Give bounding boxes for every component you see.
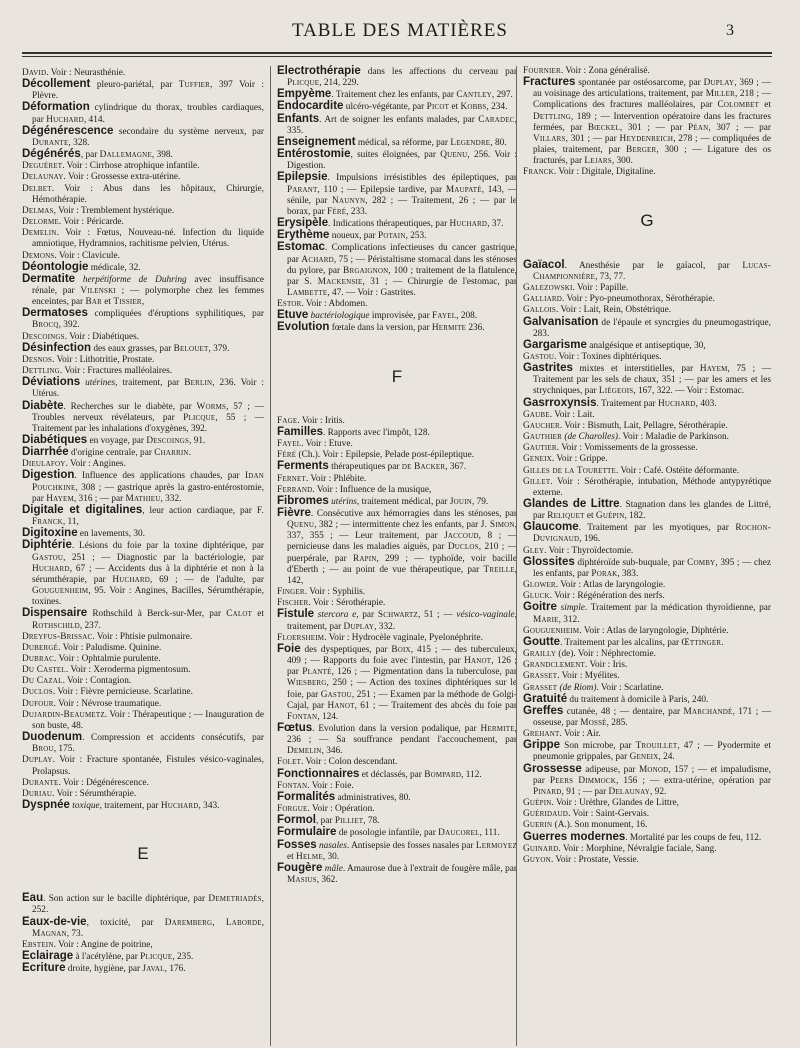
index-entry: Du Cazal. Voir : Contagion. <box>22 676 132 687</box>
index-entry: Eau. Son action sur le bacille diphtérique, par Demetriadès, 252. <box>22 892 264 916</box>
index-entry: Déformation cylindrique du thorax, troubles cardiaques, par Huchard, 414. <box>22 101 264 125</box>
index-entry: Fournier. Voir : Zona généralisé. <box>523 66 650 76</box>
index-entry: Deguéret. Voir : Cirrhose atrophique infantile. <box>22 161 200 172</box>
index-entry: Digitale et digitalines, leur action cardiaque, par F. Franck, 11, <box>22 503 264 528</box>
index-entry: Fonctionnaires et déclassés, par Bompard, 112. <box>277 767 482 780</box>
index-entry: Déontologie médicale, 32. <box>22 260 141 273</box>
index-entry: Grasset (de Riom). Voir : Scarlatine. <box>523 682 664 693</box>
index-entry: Gillet. Voir : Sérothérapie, intubation, Méthode antypyrétique externe. <box>523 476 771 498</box>
index-entry: Dispensaire Rothschild à Berck-sur-Mer, par Calot et Rothschild, 237. <box>22 607 264 631</box>
index-entry: Erysipèle. Indications thérapeutiques, par Huchard, 37. <box>277 217 504 230</box>
index-entry: Demons. Voir : Clavicule. <box>22 250 120 261</box>
index-entry: Evolution fœtale dans la version, par Hermite 236. <box>277 321 485 334</box>
index-entry: Dujardin-Beaumetz. Voir : Thérapeutique ; — Inauguration de son buste, 48. <box>22 709 264 731</box>
index-entry: Gastrites mixtes et interstitielles, par Hayem, 75 ; — Traitement par les sels de chaux, 351 ; — par les amers et les strychniques, par Liégeois, 167, 322. — Voir : Estomac. <box>523 362 771 397</box>
index-entry: Glossites diphtéroïde sub-buquale, par Comby, 395 ; — chez les enfants, par Porak, 383. <box>523 555 771 579</box>
index-entry: Du Castel. Voir : Xeroderma pigmentosum. <box>22 665 191 676</box>
index-entry: Descoings. Voir : Diabétiques. <box>22 331 140 342</box>
index-entry: Grandclement. Voir : Iris. <box>523 660 628 671</box>
index-entry: David. Voir : Neurasthénie. <box>22 68 126 78</box>
index-entry: Déviations utérines, traitement, par Berlin, 236. Voir : Utérus. <box>22 376 265 400</box>
index-entry: Gasrroxynsis. Traitement par Huchard, 403. <box>523 396 717 409</box>
index-entry: Fischer. Voir : Sérothérapie. <box>277 598 386 609</box>
index-entry: Ecriture droite, hygiène, par Javal, 176. <box>22 962 186 975</box>
index-entry: Glower. Voir : Atlas de laryngologie. <box>523 580 666 591</box>
index-entry: Guinard. Voir : Morphine, Névralgie faciale, Sang. <box>523 843 717 854</box>
index-entry: Endocardite ulcéro-végétante, par Picot et Kobbs, 234. <box>277 100 508 113</box>
index-entry: Fontan. Voir : Foie. <box>277 780 354 791</box>
index-entry: Foie des dyspeptiques, par Boix, 415 ; — des tuberculeux, 409 ; — Rapports du foie avec l'intestin, par Hanot, 126 ; par Planté, 126 ; — Pigmentation dans la tuberculose, par Wiesberg, 250 ; — Action des toxines diphtériques sur le foie, par Gastou, 251 ; — Examen par la méthode de Golgi-Cajal, par Hanot, 61 ; — Traitement des abcès du foie par Fontan, 124. <box>277 642 518 722</box>
index-entry: Dégénérés, par Dallemagne, 398. <box>22 148 173 161</box>
index-entry: Ebstein. Voir : Angine de poitrine, <box>22 939 153 950</box>
index-entry: Fistule stercora e, par Schwartz, 51 ; — vésico-vaginale, traitement, par Duplay, 332. <box>277 608 517 632</box>
index-entry: Dufour. Voir : Névrose traumatique. <box>22 698 162 709</box>
index-entry: Désinfection des eaux grasses, par Belouet, 379. <box>22 341 230 354</box>
index-entry: Duclos. Voir : Fièvre pernicieuse. Scarlatine. <box>22 687 193 698</box>
page-header <box>0 0 800 56</box>
index-entry: Diarrhée d'origine centrale, par Charrin. <box>22 446 192 459</box>
index-entry: Formol, par Pilliet, 78. <box>277 814 380 827</box>
index-entry: Gley. Voir : Thyroïdectomie. <box>523 545 634 556</box>
index-entry: Guépin. Voir : Urèthre, Glandes de Littre, <box>523 798 679 809</box>
index-entry: Galezowski. Voir : Papille. <box>523 283 629 294</box>
index-entry: Goitre simple. Traitement par la médication thyroïdienne, par Marie, 312. <box>523 601 771 625</box>
index-entry: Entérostomie, suites éloignées, par Quenu, 256. Voir : Digestion. <box>277 148 517 172</box>
index-entry: Gluck. Voir : Régénération des nerfs. <box>523 591 665 602</box>
index-entry: Fièvre. Consécutive aux hémorragies dans les sténoses, par Quenu, 382 ; — intermittente chez les enfants, par J. Simon, 337, 355 ; — Leur traitement, par Jaccoud, 8 ; — pernicieuse dans les maladies aiguës, par Duclos, 210 ; — puerpérale, par Rapin, 299 ; — typhoïde, voir bacille d'Eberth ; — au point de vue thérapeutique, par Treille, 142, <box>277 507 518 586</box>
index-entry: Delmas, Voir : Tremblement hystérique. <box>22 205 175 216</box>
index-entry: Delbet. Voir : Abus dans les hôpitaux, Chirurgie, Hémothérapie. <box>22 183 264 205</box>
index-entry: Dégénérescence secondaire du système nerveux, par Durante, 328. <box>22 124 264 148</box>
index-entry: Finger. Voir : Syphilis. <box>277 587 366 598</box>
index-entry: Diphtérie. Lésions du foie par la toxine diphtérique, par Gastou, 251 ; — Diagnostic par la bactériologie, par Huchard, 67 ; — Accidents dus à la diphtérie et non à la sérumthérapie, par Huchard, 69 ; — de l'adulte, par Gouguenheim, 95. Voir : Angines, Bacilles, Sérumthérapie, toxines. <box>22 539 264 608</box>
index-entry: Galliard. Voir : Pyo-pneumothorax, Sérothérapie. <box>523 294 715 305</box>
section-letter: E <box>137 844 149 864</box>
index-entry: Enfants. Art de soigner les enfants malades, par Caradec, 335. <box>277 112 517 136</box>
index-entry: Delaunay. Voir : Grossesse extra-utérine. <box>22 172 181 183</box>
index-entry: Empyème. Traitement chez les enfants, par Cantley, 297. <box>277 88 513 101</box>
index-entry: Gallois. Voir : Lait, Rein, Obstétrique. <box>523 305 672 316</box>
page-number: 3 <box>726 22 734 39</box>
index-entry: Gaube. Voir : Lait. <box>523 409 595 420</box>
index-entry: Enseignement médical, sa réforme, par Legendre, 80. <box>277 135 507 148</box>
index-entry: Gargarisme analgésique et antiseptique, 30, <box>523 338 706 351</box>
index-entry: Diabète. Recherches sur le diabète, par Worms, 57 ; — Troubles nerveux révélateurs, par Plicque, 55 ; — Traitement par les inhalations d'oxygènes, 392. <box>22 399 264 434</box>
index-entry: Diabétiques en voyage, par Descoings, 91. <box>22 434 206 446</box>
index-entry: Geneix. Voir : Grippe. <box>523 454 608 465</box>
index-entry: Digestion. Influence des applications chaudes, par Idan Pouchkine, 308 ; — gastrique après la gastro-entérostomie, par Hayem, 316 ; — par Mathieu, 332. <box>22 469 264 504</box>
index-entry: Franck. Voir : Digitale, Digitaline. <box>523 167 656 178</box>
index-entry: Grasset. Voir : Myélites. <box>523 671 620 682</box>
index-entry: Forgue. Voir : Opération. <box>277 804 375 815</box>
index-entry: Durante. Voir : Dégénérescence. <box>22 777 149 788</box>
header-rule <box>22 52 772 54</box>
index-entry: Eclairage à l'acétylène, par Plicque, 235. <box>22 950 194 963</box>
index-entry: Fœtus. Evolution dans la version podalique, par Hermite, 236 ; — Sa souffrance pendant l'accouchement, par Demelin, 346. <box>277 721 517 757</box>
index-entry: Dermatite herpétiforme de Duhring avec insuffisance rénale, par Vilenski ; — polymorphe chez les femmes enceintes, par Bar et Tissier, <box>22 272 264 308</box>
header-rule-thin <box>22 56 772 57</box>
index-entry: Eaux-de-vie, toxicité, par Daremberg, Laborde, Magnan, 73. <box>22 915 265 939</box>
index-entry: Formalités administratives, 80. <box>277 790 411 803</box>
index-entry: Gouguenheim. Voir : Atlas de laryngologie, Diphtérie. <box>523 625 729 636</box>
index-entry: Ferments thérapeutiques par de Backer, 367. <box>277 460 467 473</box>
index-entry: Greffes cutanée, 48 ; — dentaire, par Marchandé, 171 ; — osseuse, par Mossé, 285. <box>523 704 771 728</box>
index-entry: Galvanisation de l'épaule et syncrgies du pneumogastrique, 283. <box>523 315 771 339</box>
index-entry: Dyspnée toxique, traitement, par Huchard, 343. <box>22 799 220 811</box>
index-entry: Fougère mâle. Amaurose due à l'extrait de fougère mâle, par Masius, 362. <box>277 861 517 885</box>
index-entry: Duriau. Voir : Sérumthérapie. <box>22 788 137 799</box>
index-entry: Guyon. Voir : Prostate, Vessie. <box>523 854 640 865</box>
index-entry: Guerin (A.). Son monument, 16. <box>523 820 648 831</box>
index-entry: Grippe Son microbe, par Trouillet, 47 ; — Pyodermite et pneumonie grippales, par Geneix, 24. <box>523 739 772 763</box>
index-entry: Gratuité du traitement à domicile à Paris, 240. <box>523 692 709 705</box>
index-entry: Gaucher. Voir : Bismuth, Lait, Pellagre, Sérothérapie. <box>523 420 728 431</box>
index-entry: Fibromes utérins, traitement médical, par Jouin, 79. <box>277 494 489 507</box>
index-entry: Glandes de Littre. Stagnation dans les glandes de Littré, par Reliquet et Guépin, 182. <box>523 498 771 522</box>
index-entry: Duplay. Voir : Fracture spontanée, Fistules vésico-vaginales, Prolapsus. <box>22 755 264 777</box>
index-entry: Fernet. Voir : Phlébite. <box>277 473 367 484</box>
index-entry: Gastou. Voir : Toxines diphtériques. <box>523 351 662 362</box>
index-entry: Floersheim. Voir : Hydrocèle vaginale, Pyelonéphrite. <box>277 632 483 643</box>
index-entry: Décollement pleuro-pariétal, par Tuffier, 397 Voir : Plèvre. <box>22 78 265 102</box>
index-entry: Gauthier (de Charolles). Voir : Maladie de Parkinson. <box>523 432 729 443</box>
index-entry: Electrothérapie dans les affections du cerveau par Plicque, 214, 229. <box>277 65 517 89</box>
index-entry: Duodenum. Compression et accidents consécutifs, par Brou, 175. <box>22 731 264 755</box>
index-column-1 <box>22 68 264 975</box>
index-entry: Delorme. Voir : Péricarde. <box>22 217 124 228</box>
index-entry: Epilepsie. Impulsions irrésistibles des épileptiques, par Parant, 110 ; — Epilepsie tardive, par Maupaté, 143, — sénile, par Naunyn, 282 ; — Traitement, 26 ; — par le borax, par Féré, 233. <box>277 171 518 217</box>
index-entry: Erythème noueux, par Potain, 253. <box>277 229 427 242</box>
index-entry: Goutte. Traitement par les alcalins, par Œttinger. <box>523 635 724 648</box>
index-entry: Grailly (de). Voir : Néphrectomie. <box>523 649 656 660</box>
index-entry: Glaucome. Traitement par les myotiques, par Rochon-Duvignaud, 196. <box>523 521 771 545</box>
index-entry: Grossesse adipeuse, par Monod, 157 ; — et impaludisme, par Peers Dimmock, 156 ; — extra-utérine, opération par Pinard, 91 ; — par Delaunay, 92. <box>523 762 771 797</box>
index-entry: Fractures spontanée par ostéosarcome, par Duplay, 369 ; — au voisinage des articulations, traitement, par Miller, 218 ; — Complications des fractures malléolaires, par Colombet et Dettling, 189 ; — Intervention opératoire dans les fractures fermées, par Bœckel, 301 ; — par Péan, 307 ; — par Villars, 301 ; — par Heydenreich, 278 ; — compliquées de plaies, traitement, par Berger, 300 ; — Ligature des os fracturés, par Lejars, 300. <box>523 76 771 167</box>
index-entry: Dieulafoy. Voir : Angines. <box>22 459 126 470</box>
index-entry: Fayel. Voir : Etuve. <box>277 439 353 450</box>
index-entry: Familles. Rapports avec l'impôt, 128. <box>277 425 430 438</box>
index-entry: Fage. Voir : Iritis. <box>277 415 345 426</box>
index-entry: Estor. Voir : Abdomen. <box>277 299 368 310</box>
index-entry: Formulaire de posologie infantile, par Daucorel, 111. <box>277 826 500 839</box>
index-entry: Digitoxine en lavements, 30. <box>22 527 145 540</box>
index-entry: Dreyfus-Brissac. Voir : Phtisie pulmonaire. <box>22 631 193 642</box>
index-entry: Desnos. Voir : Lithotritie, Prostate. <box>22 354 155 365</box>
index-entry: Etuve bactériologique improvisée, par Fayel, 208. <box>277 309 478 322</box>
index-entry: Dubergé. Voir : Paludisme. Quinine. <box>22 642 162 653</box>
section-letter: F <box>391 366 403 386</box>
index-entry: Fosses nasales. Antisepsie des fosses nasales par Lermoyez et Helme, 30. <box>277 838 518 862</box>
index-entry: Estomac. Complications infectieuses du cancer gastrique, par Achard, 75 ; — Péristaltisme stomacal dans les sténoses du pylore, par Brgaignon, 100 ; traitement de la flatulence, par S. Mackensie, 31 ; — Chirurgie de l'estomac, par Lambette, 47. — Voir : Gastrites. <box>277 241 517 298</box>
index-entry: Folet. Voir : Colon descendant. <box>277 757 398 768</box>
index-entry: Grehant. Voir : Air. <box>523 729 601 740</box>
index-entry: Guéridaud. Voir : Saint-Gervais. <box>523 809 650 820</box>
index-entry: Ferrand. Voir : Influence de la musique, <box>277 484 432 495</box>
index-column-2 <box>270 66 517 1046</box>
index-entry: Gaïacol. Anesthésie par le gaïacol, par Lucas-Championnière, 73, 77. <box>523 258 771 282</box>
index-entry: Gilles de la Tourette. Voir : Café. Ostéite déformante. <box>523 465 740 476</box>
index-column-3 <box>516 66 771 1046</box>
page-title: TABLE DES MATIÈRES <box>292 20 508 41</box>
index-entry: Dermatoses compliquées d'éruptions syphilitiques, par Brocq, 392. <box>22 307 264 331</box>
index-entry: Guerres modernes. Mortalité par les coups de feu, 112. <box>523 830 762 843</box>
index-entry: Féré (Ch.). Voir : Epilepsie, Pelade post-épileptique. <box>277 450 475 461</box>
index-entry: Dettling. Voir : Fractures malléolaires. <box>22 366 173 377</box>
section-letter: G <box>640 210 654 230</box>
index-entry: Dubrac. Voir : Ophtalmie purulente. <box>22 653 161 664</box>
index-entry: Demelin. Voir : Fœtus, Nouveau-né. Infection du liquide amniotique, Hydramnios, rachitisme pelvien, Utérus. <box>22 228 264 250</box>
index-entry: Gautier. Voir : Vomissements de la grossesse. <box>523 443 698 454</box>
